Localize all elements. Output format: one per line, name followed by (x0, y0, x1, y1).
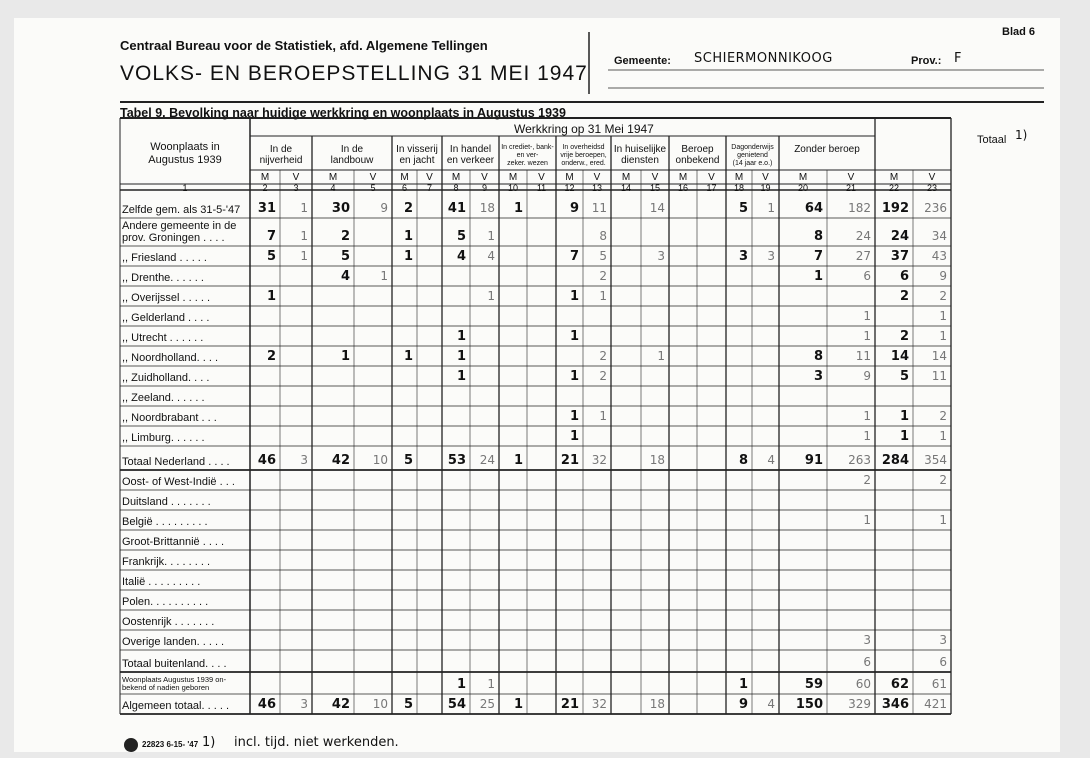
row-label (122, 272, 204, 284)
table-cell: 1 (657, 349, 665, 363)
mv-header: M (678, 172, 688, 183)
row-label (122, 292, 210, 304)
sheet-number: Blad 6 (1002, 26, 1036, 38)
table-cell: 1 (513, 453, 523, 468)
table-cell: 3 (657, 249, 665, 263)
row-label (122, 596, 208, 608)
row-label-line: ,, Zeeland. . . . . . (122, 392, 205, 404)
table-cell: 4 (767, 453, 775, 467)
census-seal-icon (124, 738, 138, 752)
mv-header: V (762, 172, 769, 183)
table-cell: 11 (855, 349, 871, 363)
row-label (122, 556, 210, 568)
column-group-label: In crediet-, bank- en ver- (501, 144, 554, 159)
census-form-sheet (14, 18, 1060, 752)
table-cell: 34 (931, 229, 947, 243)
table-cell: 8 (738, 453, 748, 468)
table-cell: 3 (939, 633, 947, 647)
row-label-line: Zelfde gem. als 31-5-'47 (122, 204, 241, 216)
column-number: 4 (330, 183, 336, 193)
table-cell: 2 (939, 289, 947, 303)
table-cell: 1 (899, 409, 909, 424)
table-cell: 1 (899, 429, 909, 444)
column-number: 2 (262, 183, 268, 193)
row-label (122, 252, 207, 264)
row-label (122, 636, 224, 648)
table-cell: 1 (939, 329, 947, 343)
table-cell: 7 (569, 249, 579, 264)
table-cell: 18 (649, 697, 665, 711)
column-number: 19 (760, 183, 771, 193)
mv-header: V (847, 172, 855, 183)
table-cell: 1 (300, 249, 308, 263)
column-group-sublabel: en jacht (399, 155, 435, 166)
mv-header: V (928, 172, 936, 183)
row-label-line: ,, Limburg. . . . . . (122, 432, 205, 444)
column-group-header (556, 144, 611, 168)
table-cell: 59 (804, 677, 823, 692)
table-cell: 10 (372, 697, 388, 711)
table-cell: 27 (855, 249, 871, 263)
table-cell: 37 (890, 249, 909, 264)
table-cell: 1 (300, 201, 308, 215)
column-number: 17 (706, 183, 717, 193)
column-group-header (250, 144, 312, 166)
table-cell: 236 (924, 201, 947, 215)
table-cell: 3 (300, 453, 308, 467)
mv-header: V (593, 172, 601, 183)
table-cell: 3 (300, 697, 308, 711)
table-cell: 2 (340, 229, 350, 244)
column-group-label: Beroep (681, 144, 714, 155)
mv-header: M (734, 172, 744, 183)
table-cell: 1 (863, 309, 871, 323)
column-number: 18 (733, 183, 744, 193)
column-group-header (779, 144, 875, 155)
table-cell: 18 (649, 453, 665, 467)
table-cell: 1 (487, 289, 495, 303)
footnote-mark: 1) (202, 735, 216, 750)
table-cell: 354 (924, 453, 947, 467)
row-label-line: België . . . . . . . . . (122, 516, 208, 528)
column-group-label: In de (269, 144, 293, 155)
totaal-footnote-mark: 1) (1015, 128, 1028, 142)
table-title: Tabel 9. Bevolking naar huidige werkkring en woonplaats in Augustus 1939 (120, 106, 566, 120)
mv-header: V (481, 172, 488, 183)
gemeente-label: Gemeente: (614, 55, 671, 67)
table-cell: 4 (456, 249, 466, 264)
table-cell: 41 (447, 201, 466, 216)
table-cell: 32 (591, 697, 607, 711)
table-cell: 5 (403, 453, 413, 468)
table-cell: 1 (569, 409, 579, 424)
table-cell: 3 (738, 249, 748, 264)
column-group-sublabel: (14 jaar e.o.) (732, 160, 773, 167)
row-label (122, 616, 214, 628)
row-label (122, 576, 200, 588)
table-cell: 25 (479, 697, 495, 711)
mv-header: V (708, 172, 715, 183)
column-group-label: In huiselijke (613, 144, 667, 155)
mv-header: M (260, 172, 270, 183)
column-number: 20 (797, 183, 808, 193)
row-label-line: Andere gemeente in de (122, 220, 237, 232)
row-label-line: Algemeen totaal. . . . . (122, 700, 230, 712)
column-group-sublabel: zeker. wezen (507, 160, 548, 167)
table-cell: 1 (569, 329, 579, 344)
table-cell: 46 (257, 453, 276, 468)
table-cell: 4 (767, 697, 775, 711)
column-number: 3 (293, 183, 299, 193)
table-cell: 21 (560, 697, 579, 712)
row-label-line: Italië . . . . . . . . . (122, 576, 201, 588)
table-cell: 1 (863, 409, 871, 423)
table-cell: 8 (813, 349, 823, 364)
gemeente-value: SCHIERMONNIKOOG (694, 51, 833, 66)
table-cell: 1 (340, 349, 350, 364)
table-cell: 2 (939, 409, 947, 423)
table-cell: 1 (599, 409, 607, 423)
column-number: 15 (649, 183, 660, 193)
row-label (122, 312, 209, 324)
row-label (122, 536, 224, 548)
table-cell: 53 (447, 453, 466, 468)
column-group-sublabel: onderw., ered. (561, 160, 606, 167)
table-cell: 2 (599, 369, 607, 383)
column-group-label: In visserij (396, 144, 438, 155)
row-label (122, 516, 208, 528)
row-label-line: Overige landen. . . . . (122, 636, 225, 648)
table-cell: 284 (881, 453, 909, 468)
table-cell: 24 (855, 229, 871, 243)
table-cell: 43 (931, 249, 947, 263)
table-cell: 61 (931, 677, 947, 691)
table-cell: 3 (767, 249, 775, 263)
mv-header: V (369, 172, 377, 183)
column-group-label: In overheidsd vrije beroepen, (560, 144, 607, 159)
stub-header-line2: Augustus 1939 (148, 154, 222, 166)
table-cell: 192 (881, 201, 909, 216)
table-cell: 5 (738, 201, 748, 216)
column-number: 10 (507, 183, 518, 193)
mv-header: V (292, 172, 300, 183)
table-cell: 14 (649, 201, 665, 215)
column-group-sublabel: landbouw (330, 155, 374, 166)
table-cell: 1 (767, 201, 775, 215)
column-number: 12 (564, 183, 575, 193)
prov-label: Prov.: (911, 55, 942, 67)
table-cell: 329 (848, 697, 871, 711)
table-cell: 1 (380, 269, 388, 283)
table-cell: 1 (487, 677, 495, 691)
column-group-label: In de (340, 144, 364, 155)
table-cell: 62 (890, 677, 909, 692)
table-cell: 1 (599, 289, 607, 303)
table-cell: 1 (266, 289, 276, 304)
row-label-line: Woonplaats Augustus 1939 on- (122, 675, 227, 684)
werkkring-header: Werkkring op 31 Mei 1947 (514, 122, 654, 136)
column-number: 6 (401, 183, 407, 193)
mv-header: M (565, 172, 574, 183)
mv-header: M (400, 172, 409, 183)
row-label-line: ,, Noordholland. . . . (122, 352, 218, 364)
form-number: 22823 6-15- '47 (142, 740, 199, 749)
row-label-line: bekend of nadien geboren (122, 683, 210, 692)
table-cell: 3 (813, 369, 823, 384)
table-cell: 1 (863, 329, 871, 343)
table-cell: 2 (899, 289, 909, 304)
mv-header: M (798, 172, 808, 183)
row-label-line: Frankrijk. . . . . . . . (122, 556, 211, 568)
table-cell: 9 (380, 201, 388, 215)
row-label (122, 700, 229, 712)
table-cell: 4 (340, 269, 350, 284)
column-group-header (611, 144, 669, 166)
mv-header: M (889, 172, 899, 183)
org-line: Centraal Bureau voor de Statistiek, afd. Algemene Tellingen (120, 38, 488, 53)
column-group-header (392, 144, 442, 166)
row-label (122, 204, 240, 216)
table-cell: 421 (924, 697, 947, 711)
table-cell: 18 (479, 201, 495, 215)
mv-header: M (328, 172, 338, 183)
table-cell: 2 (599, 349, 607, 363)
row-label-line: Totaal buitenland. . . . (122, 658, 227, 670)
row-label-line: ,, Friesland . . . . . (122, 252, 207, 264)
table-cell: 1 (863, 513, 871, 527)
table-cell: 1 (403, 229, 413, 244)
table-cell: 150 (795, 697, 823, 712)
table-cell: 42 (331, 453, 350, 468)
column-number: 16 (677, 183, 688, 193)
table-cell: 1 (403, 249, 413, 264)
table-cell: 9 (569, 201, 579, 216)
table-cell: 4 (487, 249, 495, 263)
table-cell: 1 (513, 697, 523, 712)
table-cell: 14 (890, 349, 909, 364)
column-number: 1 (182, 183, 188, 193)
row-label-line: ,, Drenthe. . . . . . (122, 272, 204, 284)
table-cell: 14 (931, 349, 947, 363)
row-label-line: ,, Overijssel . . . . . (122, 292, 211, 304)
column-group-header (669, 144, 726, 166)
table-cell: 5 (403, 697, 413, 712)
table-cell: 24 (479, 453, 495, 467)
table-cell: 60 (855, 677, 871, 691)
table-cell: 1 (513, 201, 523, 216)
table-cell: 8 (813, 229, 823, 244)
table-cell: 2 (939, 473, 947, 487)
table-cell: 1 (939, 309, 947, 323)
column-group-sublabel: onbekend (675, 155, 720, 166)
table-cell: 11 (931, 369, 947, 383)
column-group-header (499, 144, 556, 168)
table-cell: 1 (456, 369, 466, 384)
table-cell: 9 (863, 369, 871, 383)
row-label-line: Polen. . . . . . . . . . (122, 596, 209, 608)
table-cell: 32 (591, 453, 607, 467)
column-number: 11 (536, 183, 547, 193)
table-cell: 1 (487, 229, 495, 243)
table-cell: 5 (340, 249, 350, 264)
table-cell: 1 (569, 289, 579, 304)
table-cell: 1 (300, 229, 308, 243)
table-cell: 24 (890, 229, 909, 244)
table-cell: 8 (599, 229, 607, 243)
table-cell: 5 (599, 249, 607, 263)
row-label-line: ,, Gelderland . . . . (122, 312, 210, 324)
table-cell: 1 (403, 349, 413, 364)
column-number: 22 (888, 183, 899, 193)
totaal-header: Totaal (977, 134, 1007, 146)
column-group-label: Zonder beroep (794, 144, 860, 155)
column-group-sublabel: nijverheid (259, 155, 303, 166)
row-label (122, 456, 230, 468)
mv-header: V (538, 172, 545, 183)
row-label (122, 496, 211, 508)
row-label (122, 332, 203, 344)
row-label (122, 392, 205, 404)
table-cell: 1 (456, 349, 466, 364)
column-group-sublabel: en verkeer (446, 155, 495, 166)
row-label-line: Oostenrijk . . . . . . . (122, 616, 215, 628)
table-cell: 2 (599, 269, 607, 283)
table-cell: 42 (331, 697, 350, 712)
column-group-header (726, 144, 779, 168)
row-label (122, 372, 209, 384)
table-cell: 54 (447, 697, 466, 712)
table-cell: 5 (899, 369, 909, 384)
table-cell: 346 (881, 697, 909, 712)
table-cell: 1 (569, 369, 579, 384)
row-label-line: Groot-Brittannië . . . . (122, 536, 225, 548)
column-group-label: In handel (449, 144, 492, 155)
table-cell: 2 (403, 201, 413, 216)
table-cell: 1 (813, 269, 823, 284)
prov-value: F (954, 51, 962, 66)
table-cell: 182 (848, 201, 871, 215)
table-cell: 2 (863, 473, 871, 487)
row-label (122, 352, 218, 364)
table-cell: 7 (813, 249, 823, 264)
column-number: 8 (453, 183, 459, 193)
table-cell: 6 (899, 269, 909, 284)
table-cell: 46 (257, 697, 276, 712)
column-number: 9 (481, 183, 487, 193)
row-label-line: Duitsland . . . . . . . (122, 496, 211, 508)
column-group-label: Dagonderwijs genietend (731, 144, 774, 159)
column-number: 21 (845, 183, 856, 193)
table-cell: 6 (939, 655, 947, 669)
row-label-line: Oost- of West-Indië . . . (122, 476, 235, 488)
table-cell: 5 (456, 229, 466, 244)
table-cell: 2 (266, 349, 276, 364)
table-cell: 6 (863, 269, 871, 283)
table-cell: 9 (939, 269, 947, 283)
column-number: 14 (620, 183, 631, 193)
footnote-text: incl. tijd. niet werkenden. (234, 735, 399, 750)
table-cell: 1 (939, 513, 947, 527)
table-cell: 2 (899, 329, 909, 344)
column-group-header (442, 144, 499, 166)
table-cell: 11 (591, 201, 607, 215)
row-label-line: ,, Noordbrabant . . . (122, 412, 217, 424)
mv-header: M (451, 172, 461, 183)
table-cell: 5 (266, 249, 276, 264)
mv-header: M (621, 172, 631, 183)
table-cell: 7 (266, 229, 276, 244)
table-cell: 91 (804, 453, 823, 468)
table-cell: 1 (939, 429, 947, 443)
table-cell: 263 (848, 453, 871, 467)
table-cell: 1 (456, 677, 466, 692)
mv-header: V (651, 172, 659, 183)
row-label-line: prov. Groningen . . . . (122, 232, 225, 244)
row-label (122, 220, 236, 244)
table-cell: 1 (863, 429, 871, 443)
column-number: 7 (426, 183, 432, 193)
table-cell: 1 (456, 329, 466, 344)
column-number: 5 (370, 183, 376, 193)
table-cell: 6 (863, 655, 871, 669)
row-label (122, 432, 205, 444)
table-cell: 1 (569, 429, 579, 444)
row-label-line: Totaal Nederland . . . . (122, 456, 230, 468)
row-label (122, 658, 227, 670)
row-label-line: ,, Zuidholland. . . . (122, 372, 210, 384)
column-number: 23 (926, 183, 937, 193)
table-cell: 21 (560, 453, 579, 468)
table-cell: 10 (372, 453, 388, 467)
form-title: VOLKS- EN BEROEPSTELLING 31 MEI 1947 (120, 62, 588, 85)
table-cell: 1 (738, 677, 748, 692)
column-group-sublabel: diensten (621, 155, 659, 166)
stub-header-line1: Woonplaats in (150, 141, 220, 153)
table-cell: 9 (738, 697, 748, 712)
row-label (122, 476, 235, 488)
row-label (122, 412, 217, 424)
column-number: 13 (591, 183, 602, 193)
mv-header: V (426, 172, 433, 183)
table-cell: 31 (257, 201, 276, 216)
row-label (122, 676, 226, 692)
table-cell: 30 (331, 201, 350, 216)
row-label-line: ,, Utrecht . . . . . . (122, 332, 204, 344)
column-group-header (312, 144, 392, 166)
table-cell: 64 (804, 201, 823, 216)
mv-header: M (508, 172, 518, 183)
table-cell: 3 (863, 633, 871, 647)
